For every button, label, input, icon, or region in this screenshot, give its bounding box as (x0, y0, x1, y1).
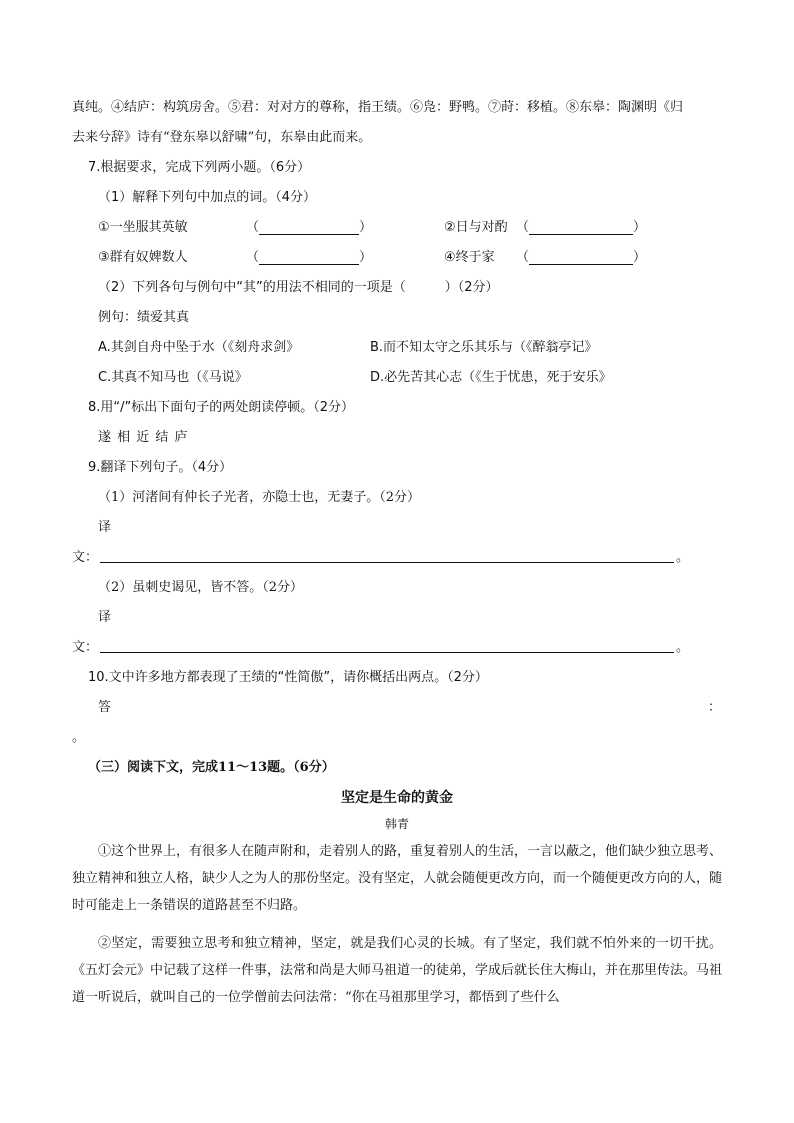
article-paragraph-2: ②坚定，需要独立思考和独立精神，坚定，就是我们心灵的长城。有了坚定，我们就不怕外来的一切干扰。《五灯会元》中记载了这样一件事，法常和尚是大师马祖道一的徒弟，学成后就长住大梅山，并在那里传法。马祖道一听说后，就叫自己的一位学僧前去问法常：“你在马祖那里学习，都悟到了些什么 (72, 936, 722, 1005)
q8-stem: 8.用“/”标出下面句子的两处朗读停顿。（2分） (88, 400, 355, 415)
q10-end[interactable]: 。 (72, 730, 86, 745)
q8-sentence: 遂 相 近 结 庐 (98, 430, 189, 445)
q9-label-yi-1: 译 (98, 520, 112, 535)
q9-end-2: 。 (676, 640, 690, 655)
q7-option-d[interactable]: D.必先苦其心志（《生于忧患，死于安乐》 (370, 370, 612, 385)
q7-stem: 7.根据要求，完成下列两小题。（6分） (88, 160, 311, 175)
q7-item-4-blank[interactable]: （ ） (516, 250, 647, 265)
q7-item-3: ③群有奴婢数人 (98, 250, 188, 265)
article-title: 坚定是生命的黄金 (341, 790, 453, 806)
q7-item-1-blank[interactable]: （ ） (246, 220, 373, 235)
q9-stem: 9.翻译下列句子。（4分） (88, 460, 233, 475)
q7-example: 例句：绩爱其真 (98, 310, 190, 325)
notes-line-1: 真纯。④结庐：构筑房舍。⑤君：对对方的尊称，指王绩。⑥凫：野鸭。⑦莳：移植。⑧东皋：陶渊明《归 (72, 100, 684, 115)
article-paragraph-1: ①这个世界上，有很多人在随声附和，走着别人的路，重复着别人的生活，一言以蔽之，他们缺少独立思考、独立精神和独立人格，缺少人之为人的那份坚定。没有坚定，人就会随便更改方向，而一个随便更改方向的人，随时可能走上一条错误的道路甚至不归路。 (72, 844, 722, 913)
q10-answer-label: 答 (98, 700, 112, 715)
q9-label-yi-2: 译 (98, 610, 112, 625)
q10-stem: 10.文中许多地方都表现了王绩的“性简傲”，请你概括出两点。（2分） (88, 670, 488, 685)
q7-option-c[interactable]: C.其真不知马也（《马说》 (98, 370, 248, 385)
q10-colon: ： (708, 700, 722, 715)
notes-line-2: 去来兮辞》诗有“登东皋以舒啸”句，东皋由此而来。 (72, 130, 372, 145)
q7-option-b[interactable]: B.而不知太守之乐其乐与（《醉翁亭记》 (370, 340, 598, 355)
q9-answer-line-1[interactable] (100, 562, 674, 563)
q9-sentence-1: （1）河渚间有仲长子光者，亦隐士也，无妻子。（2分） (98, 490, 421, 505)
q7-sub2: （2）下列各句与例句中“其”的用法不相同的一项是（ ）（2分） (98, 280, 499, 295)
q9-end-1: 。 (676, 550, 690, 565)
q7-item-3-blank[interactable]: （ ） (246, 250, 373, 265)
q9-answer-line-2[interactable] (100, 652, 674, 653)
q7-item-4: ④终于家 (444, 250, 495, 265)
q9-sentence-2: （2）虽刺史谒见，皆不答。（2分） (98, 580, 304, 595)
q7-item-1: ①一坐服其英敏 (98, 220, 188, 235)
q7-option-a[interactable]: A.其剑自舟中坠于水（《刻舟求剑》 (98, 340, 300, 355)
article-author: 韩青 (384, 817, 409, 831)
q9-label-wen-2: 文： (72, 640, 99, 655)
q7-sub1: （1）解释下列句中加点的词。（4分） (98, 190, 317, 205)
q7-item-2: ②日与对酌 (444, 220, 508, 235)
q7-item-2-blank[interactable]: （ ） (516, 220, 647, 235)
q9-label-wen-1: 文： (72, 550, 99, 565)
section3-heading: （三）阅读下文，完成11～13题。（6分） (88, 760, 335, 775)
